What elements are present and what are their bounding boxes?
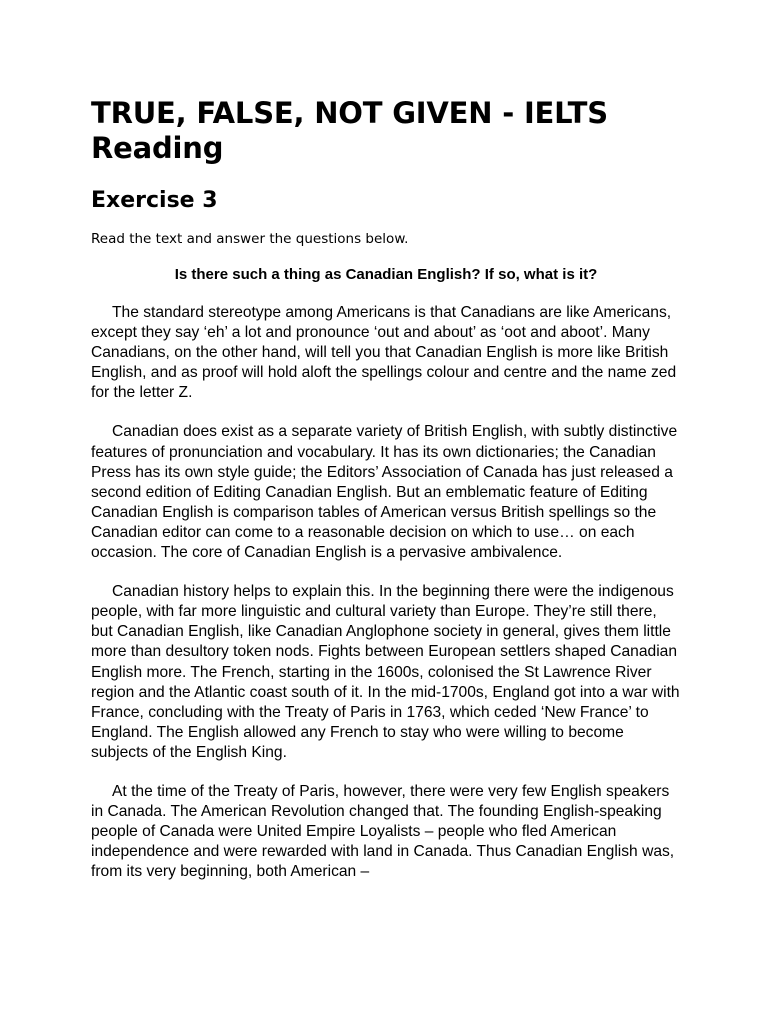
article-paragraph-1: The standard stereotype among Americans is that Canadians are like Americans, except they say ‘eh’ a lot and pronounce ‘out and about’ as ‘oot and aboot’. Many Canadians, on the other hand, will tell you that Canadian English is more like British English, and as proof will hold aloft the spellings colour and centre and the name zed for the letter Z. [91,304,677,402]
document-title: TRUE, FALSE, NOT GIVEN - IELTS Reading [91,96,608,165]
document-page [91,96,681,882]
article-paragraph-2: Canadian does exist as a separate variety of British English, with subtly distinctive features of pronunciation and vocabulary. It has its own dictionaries; the Canadian Press has its own style guide; the Editors’ Association of Canada has just released a second edition of Editing Canadian English. But an emblematic feature of Editing Canadian English is comparison tables of American versus British spellings so the Canadian editor can come to a reasonable decision on which to use… on each occasion. The core of Canadian English is a pervasive ambivalence. [91,423,678,562]
article-heading: Is there such a thing as Canadian English? If so, what is it? [174,266,598,283]
article-paragraph-3: Canadian history helps to explain this. In the beginning there were the indigenous people, with far more linguistic and cultural variety than Europe. They’re still there, but Canadian English, like Canadian Anglophone society in general, gives them little more than desultory token nods. Fights between European settlers shaped Canadian English more. The French, starting in the 1600s, colonised the St Lawrence River region and the Atlantic coast south of it. In the mid-1700s, England got into a war with France, concluding with the Treaty of Paris in 1763, which ceded ‘New France’ to England. The English allowed any French to stay who were willing to become subjects of the English King. [91,583,680,761]
exercise-heading: Exercise 3 [91,188,218,213]
article-paragraph-4: At the time of the Treaty of Paris, however, there were very few English speakers in Canada. The American Revolution changed that. The founding English-speaking people of Canada were United Empire Loyalists – people who fled American independence and were rewarded with land in Canada. Thus Canadian English was, from its very beginning, both American – [91,782,675,881]
instruction-text: Read the text and answer the questions below. [91,231,409,247]
